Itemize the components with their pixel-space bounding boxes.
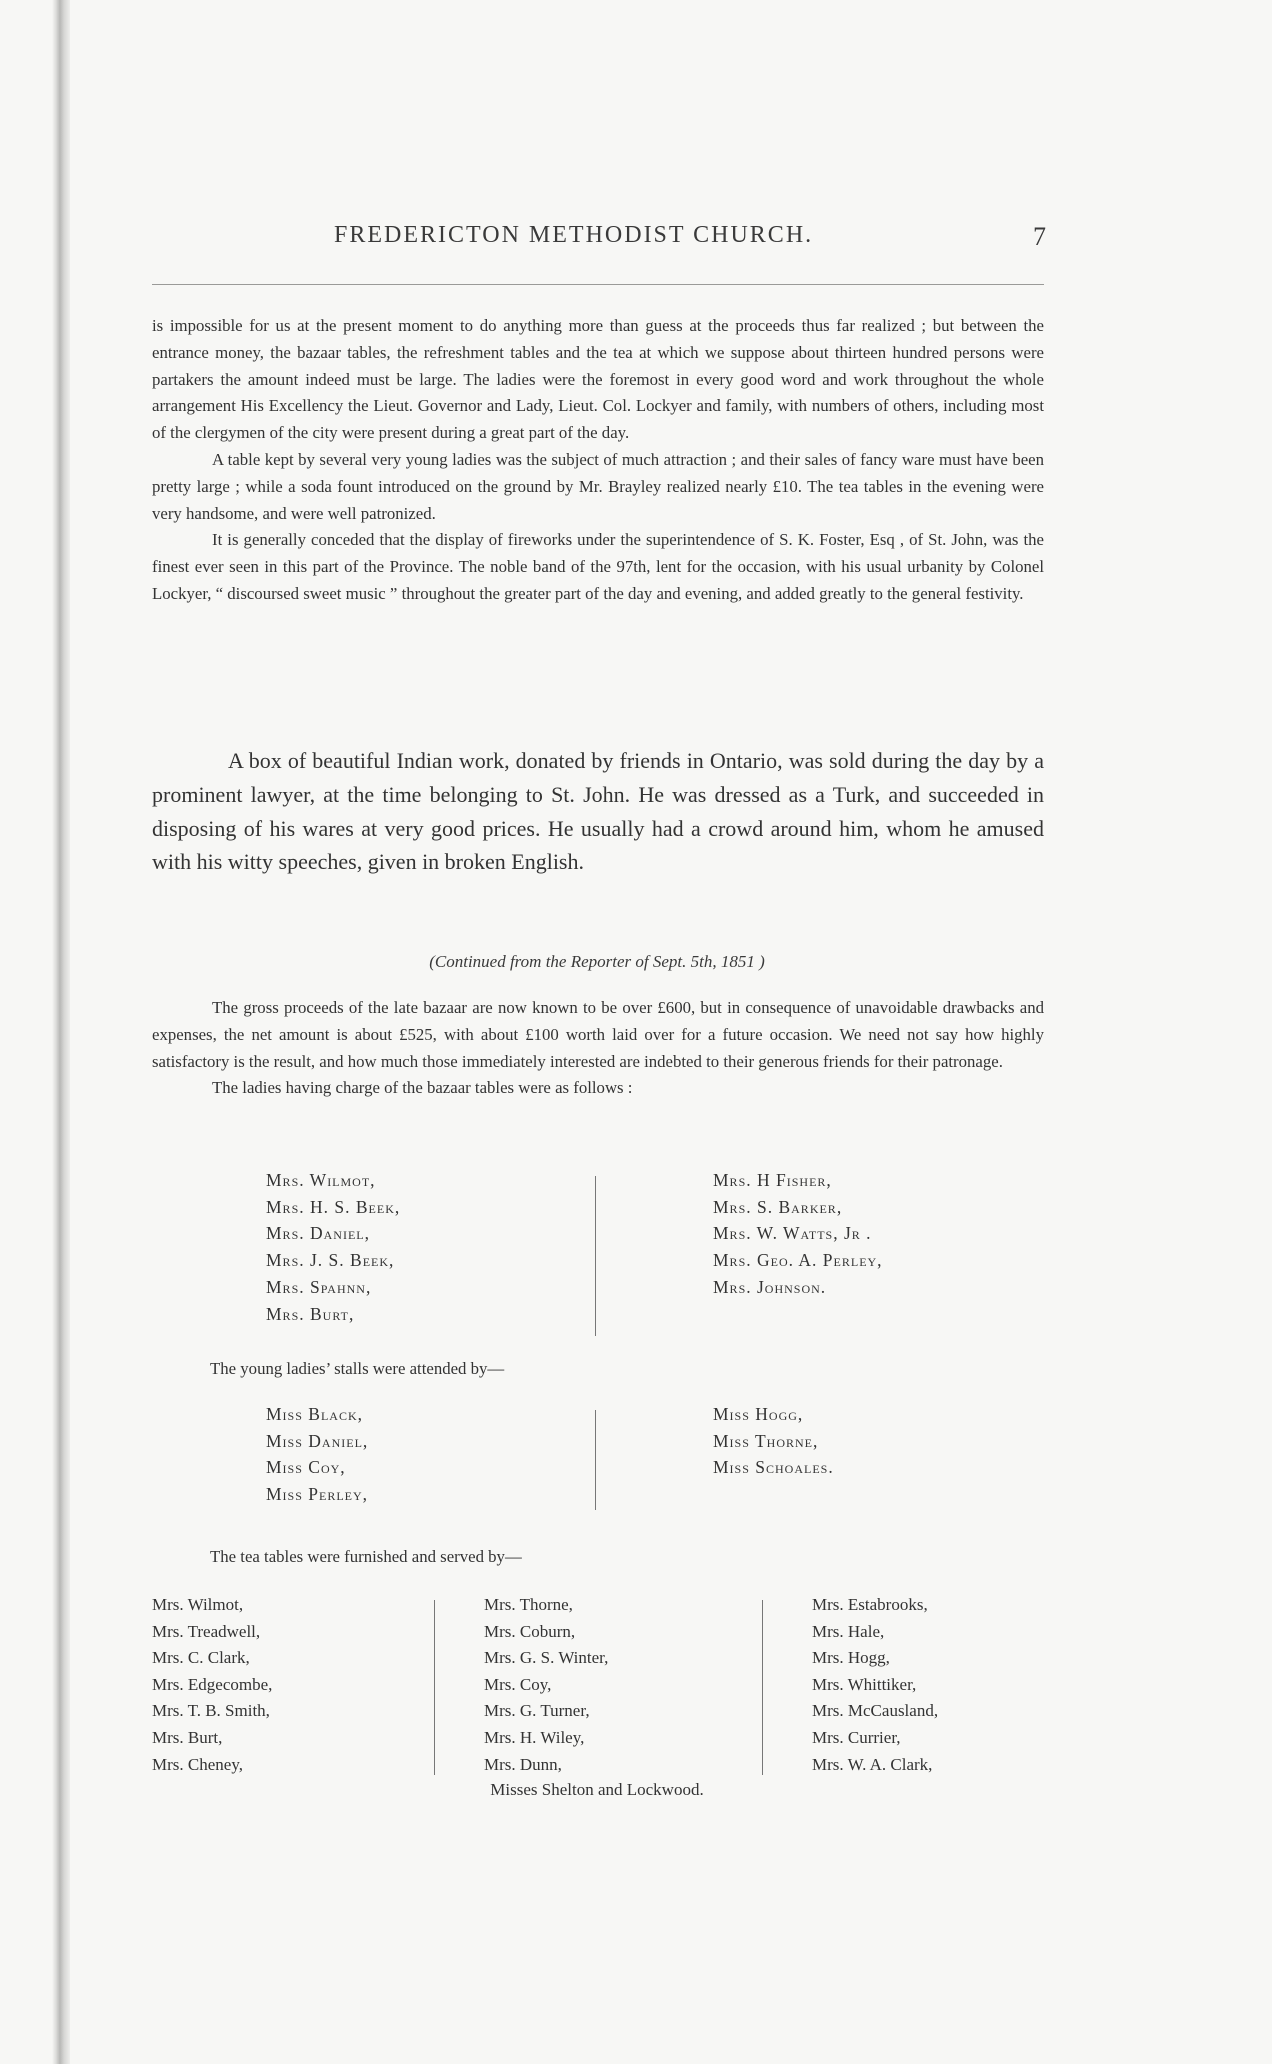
name-entry: Mrs. H. S. Beek, [266, 1196, 401, 1217]
name-entry: Mrs. Coburn, [484, 1621, 576, 1641]
name-entry: Mrs. Hogg, [812, 1648, 890, 1668]
report-paragraph: The gross proceeds of the late bazaar are now known to be over £600, but in consequence of unavoidable drawbacks and expenses, the net amount is about £525, with about £100 worth laid over for a future occasion. We need not say how highly satisfactory is the result, and how much those immediately interested are indebted to their generous friends for their patronage. [152, 998, 1044, 1071]
name-entry: Mrs. Cheney, [152, 1754, 243, 1774]
name-entry: Mrs. Thorne, [484, 1595, 573, 1614]
tea-tables-column-1 [152, 1592, 272, 1778]
name-entry: Mrs. Wilmot, [266, 1170, 376, 1190]
name-entry: Miss Perley, [266, 1484, 369, 1505]
name-entry: Mrs. Johnson. [713, 1276, 827, 1297]
name-entry: Mrs. G. Turner, [484, 1701, 590, 1721]
name-entry: Miss Schoales. [713, 1457, 834, 1478]
name-entry: Mrs. W. A. Clark, [812, 1754, 933, 1774]
book-spine-shadow [0, 0, 70, 2064]
misses-line: Misses Shelton and Lockwood. [490, 1780, 704, 1799]
paragraph: A table kept by several very young ladies was the subject of much attraction ; and their sales of fancy ware must have been pretty large ; while a soda fount introduced on the ground by Mr. Brayley realized nearly £10. The tea tables in the evening were very handsome, and were well patronized. [152, 449, 1044, 523]
page-header [148, 222, 1046, 262]
name-entry: Mrs. Edgecombe, [152, 1674, 273, 1694]
name-entry: Mrs. W. Watts, Jr . [713, 1223, 872, 1244]
tea-tables-column-2 [484, 1592, 608, 1778]
name-entry: Mrs. Burt, [152, 1727, 223, 1747]
article-body [152, 313, 1044, 608]
name-entry: Mrs. Dunn, [484, 1754, 562, 1774]
name-entry: Mrs. G. S. Winter, [484, 1648, 609, 1668]
name-entry: Mrs. Treadwell, [152, 1621, 261, 1641]
column-divider [595, 1176, 596, 1336]
large-print-section [152, 744, 1044, 879]
large-paragraph: A box of beautiful Indian work, donated by friends in Ontario, was sold during the day by a prominent lawyer, at the time belonging to St. John. He was dressed as a Turk, and succeeded in disposing of his wares at very good prices. He usually had a crowd around him, whom he amused with his witty speeches, given in broken English. [152, 748, 1044, 875]
name-entry: Mrs. Geo. A. Perley, [713, 1250, 883, 1271]
continued-heading: (Continued from the Reporter of Sept. 5th, 1851 ) [429, 952, 765, 971]
column-divider [434, 1600, 435, 1775]
paragraph: is impossible for us at the present moment to do anything more than guess at the proceeds thus far realized ; but between the entrance money, the bazaar tables, the refreshment tables and the tea at which we suppose about thirteen hundred persons were partakers the amount indeed must be large. The ladies were the foremost in every good word and work throughout the whole arrangement His Excellency the Lieut. Governor and Lady, Lieut. Col. Lockyer and family, with numbers of others, including most of the clergymen of the city were present during a great part of the day. [152, 316, 1044, 443]
name-entry: Miss Black, [266, 1404, 363, 1424]
name-entry: Mrs. T. B. Smith, [152, 1701, 270, 1721]
name-entry: Mrs. McCausland, [812, 1701, 939, 1721]
tea-tables-column-3 [812, 1592, 938, 1778]
name-entry: Mrs. Daniel, [266, 1223, 370, 1244]
paragraph: It is generally conceded that the display of fireworks under the superintendence of S. K. Foster, Esq , of St. John, was the finest ever seen in this part of the Province. The noble band of the 97th, lent for the occasion, with his usual urbanity by Colonel Lockyer, “ discoursed sweet music ” throughout the greater part of the day and evening, and added greatly to the general festivity. [152, 530, 1044, 603]
name-entry: Mrs. C. Clark, [152, 1648, 250, 1668]
name-entry: Mrs. Currier, [812, 1727, 901, 1747]
column-divider [762, 1600, 763, 1775]
name-entry: Miss Hogg, [713, 1404, 804, 1424]
name-entry: Mrs. H Fisher, [713, 1170, 832, 1190]
name-entry: Miss Daniel, [266, 1430, 369, 1451]
bazaar-tables-right-column [713, 1167, 883, 1301]
name-entry: Mrs. Estabrooks, [812, 1595, 928, 1614]
bazaar-tables-left-column [266, 1167, 400, 1327]
name-entry: Mrs. J. S. Beek, [266, 1250, 395, 1271]
page-number: 7 [1033, 222, 1046, 251]
young-ladies-right-column [713, 1401, 834, 1481]
name-entry: Mrs. Spahnn, [266, 1276, 372, 1297]
column-divider [595, 1410, 596, 1510]
name-entry: Mrs. H. Wiley, [484, 1727, 585, 1747]
young-ladies-lead: The young ladies’ stalls were attended by— [210, 1359, 505, 1378]
report-paragraph: The ladies having charge of the bazaar tables were as follows : [212, 1078, 633, 1098]
name-entry: Mrs. Burt, [266, 1303, 355, 1324]
young-ladies-left-column [266, 1401, 368, 1508]
name-entry: Mrs. S. Barker, [713, 1196, 843, 1217]
tea-tables-lead: The tea tables were furnished and served by— [210, 1547, 522, 1566]
running-head: FREDERICTON METHODIST CHURCH. [334, 222, 814, 248]
name-entry: Mrs. Hale, [812, 1621, 885, 1641]
book-page [148, 0, 1046, 2064]
name-entry: Mrs. Wilmot, [152, 1595, 244, 1614]
name-entry: Mrs. Whittiker, [812, 1674, 917, 1694]
name-entry: Miss Coy, [266, 1457, 346, 1478]
name-entry: Miss Thorne, [713, 1430, 819, 1451]
name-entry: Mrs. Coy, [484, 1674, 552, 1694]
header-rule [152, 284, 1044, 285]
report-body [152, 995, 1044, 1102]
